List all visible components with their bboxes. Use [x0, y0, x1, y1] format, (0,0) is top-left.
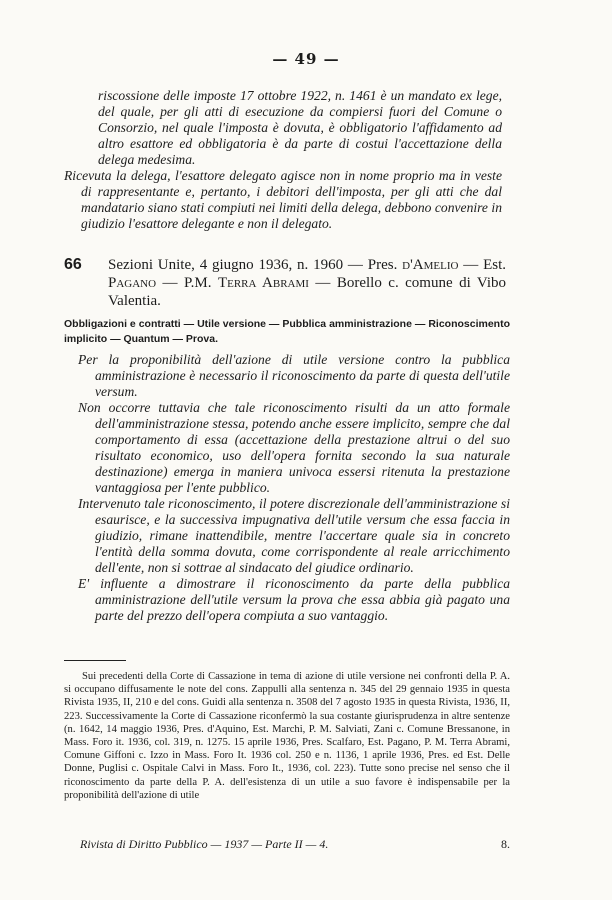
case-estensore: Pagano: [108, 275, 157, 291]
case-number: 66: [64, 256, 82, 273]
maxim-paragraph: Non occorre tuttavia che tale riconoscimento risulti da un atto formale dell'amministrazione stessa, potendo anche essere implicito, sempre che dal comportamento di essa (accettazione della prestazione altrui o del suo risultato economico, uso dell'opera fornita secondo la sua naturale destinazione) emerga in maniera univoca essersi ritenuta la prestazione vantaggiosa per l'ente pubblico.: [78, 400, 510, 495]
case-parties: — Borello c. comune di Vibo Valentia.: [108, 275, 507, 309]
case-keywords: Obbligazioni e contratti — Utile versione — Pubblica amministrazione — Riconoscimento implicito — Quantum — Prova.: [64, 318, 510, 345]
maxim-paragraph: riscossione delle imposte 17 ottobre 1922, n. 1461 è un mandato ex lege, del quale, per gli atti di esecuzione da compiersi fuori del Comune o Consorzio, nel quale l'imposta è dovuta, è obbligatorio l'affidamento ad altro esattore ed obbligatoria è da parte di costui l'accettazione della delega medesima.: [98, 88, 502, 167]
footnote: Sui precedenti della Corte di Cassazione in tema di azione di utile versione nei confronti della P. A. si occupano diffusamente le note del cons. Zappulli alla sentenza n. 345 del 29 gennaio 1935 in questa Rivista 1935, II, 210 e del cons. Guidi alla sentenza n. 3508 del 7 agosto 1935 in questa Rivista, 1936, II, 223. Successivamente la Corte di Cassazione riconfermò la sua costante giurisprudenza in altre sentenze (n. 1642, 14 maggio 1936, Pres. d'Aquino, Est. Marchi, P. M. Salviati, Zani c. Comune Bressanone, in Mass. Foro it. 1936, col. 319, n. 1275. 15 aprile 1936, Pres. Scalfaro, Est. Pagano, P. M. Terra Abrami, Comune Giffoni c. Izzo in Mass. Foro It. 1936 col. 250 e n. 1136, 1 aprile 1936, Pres. ed Est. Delle Donne, Puglisi c. Ospitale Calvi in Mass. Foro It., 1936, col. 223). Tutte sono precise nel senso che il riconoscimento da parte della P. A. dell'esistenza di un utile a suo favore è indispensabile per la proponibilità dell'azione di utile: [64, 671, 510, 801]
footnote-divider: [64, 660, 126, 661]
case-pm: Terra Abrami: [217, 275, 309, 291]
maxim-paragraph: Ricevuta la delega, l'esattore delegato agisce non in nome proprio ma in veste di rappresentante e, pertanto, i debitori dell'imposta, per gli atti che dal mandatario siano stati compiuti nei limiti della delega, debbono convenire in giudizio l'esattore delegante e non il delegato.: [64, 168, 502, 231]
page-number: — 49 —: [272, 50, 340, 68]
page-footer: [80, 837, 510, 852]
case-court-date: Sezioni Unite, 4 giugno 1936, n. 1960 — Pres.: [108, 257, 398, 273]
case-citation: [108, 256, 506, 310]
case-heading: [64, 256, 506, 310]
footer-journal: Rivista di Diritto Pubblico — 1937 — Parte II — 4.: [80, 837, 329, 851]
main-maxims: [78, 352, 510, 624]
footer-sheet-number: 8.: [501, 837, 510, 851]
top-maxims: [64, 88, 502, 232]
maxim-paragraph: E' influente a dimostrare il riconoscimento da parte della pubblica amministrazione dell'utile versum la prova che essa abbia già pagato una parte del prezzo dell'opera compiuta a suo vantaggio.: [78, 576, 510, 623]
case-separator: — P.M.: [162, 275, 212, 291]
case-president: d'Amelio: [402, 257, 459, 273]
maxim-paragraph: Per la proponibilità dell'azione di utile versione contro la pubblica amministrazione è necessario il riconoscimento da parte di questa dell'utile versum.: [78, 352, 510, 399]
maxim-paragraph: Intervenuto tale riconoscimento, il potere discrezionale dell'amministrazione si esaurisce, e la successiva impugnativa dell'utile versum che essa faccia in giudizio, rimane inattendibile, mentre l'accertare quale sia in concreto l'entità della somma dovuta, come corrispondente al reale arricchimento dell'ente, non si sottrae al sindacato del giudice ordinario.: [78, 496, 510, 575]
case-separator: — Est.: [463, 257, 506, 273]
